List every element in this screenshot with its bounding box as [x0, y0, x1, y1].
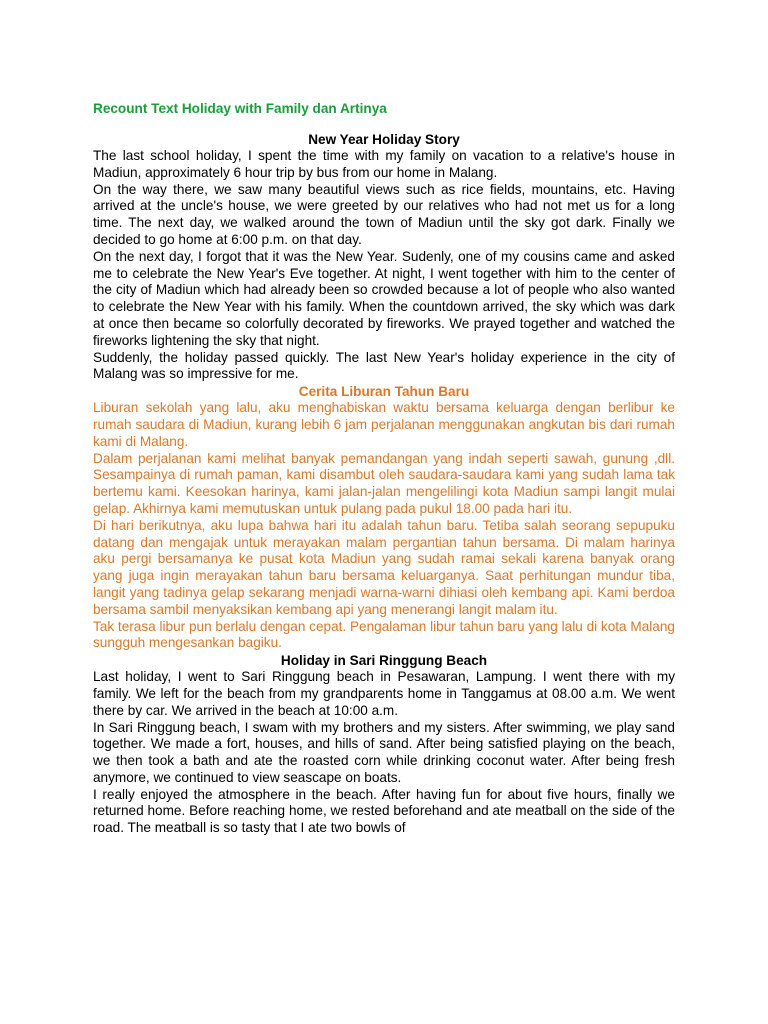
translation-heading: Cerita Liburan Tahun Baru	[298, 384, 470, 400]
story-heading: New Year Holiday Story	[308, 132, 460, 147]
translation-paragraph: Di hari berikutnya, aku lupa bahwa hari itu adalah tahun baru. Tetiba salah seorang sepupuku datang dan mengajak untuk merayakan malam pergantian tahun bersama. Di malam harinya aku pergi bersamanya ke pusat kota Madiun yang sudah ramai sekali karena banyak orang yang juga ingin merayakan tahun baru bersama keluarganya. Saat perhitungan mundur tiba, langit yang tadinya gelap sekarang menjadi warna-warni dihiasi oleh kembang api. Kami berdoa bersama sambil menyaksikan kembang api yang menerangi langit malam itu.	[93, 517, 675, 617]
translation-new-year	[93, 383, 675, 652]
story-sari-ringgung	[93, 652, 675, 837]
story-heading: Holiday in Sari Ringgung Beach	[280, 653, 488, 669]
document-title: Recount Text Holiday with Family dan Artinya	[93, 101, 387, 116]
document-page	[93, 100, 675, 837]
translation-paragraph: Liburan sekolah yang lalu, aku menghabiskan waktu bersama keluarga dengan berlibur ke rumah saudara di Madiun, kurang lebih 6 jam perjalanan menggunakan angkutan bis dari rumah kami di Malang.	[93, 400, 675, 449]
paragraph: Suddenly, the holiday passed quickly. The last New Year's holiday experience in the city of Malang was so impressive for me.	[93, 349, 675, 382]
paragraph: The last school holiday, I spent the time with my family on vacation to a relative's house in Madiun, approximately 6 hour trip by bus from our home in Malang.	[93, 148, 675, 180]
translation-paragraph: Tak terasa libur pun berlalu dengan cepat. Pengalaman libur tahun baru yang lalu di kota Malang sungguh mengesankan bagiku.	[93, 618, 675, 651]
paragraph: I really enjoyed the atmosphere in the beach. After having fun for about five hours, finally we returned home. Before reaching home, we rested beforehand and ate meatball on the side of the road. The meatball is so tasty that I ate two bowls of	[93, 786, 675, 836]
story-new-year	[93, 131, 675, 383]
translation-paragraph: Dalam perjalanan kami melihat banyak pemandangan yang indah seperti sawah, gunung ,dll. Sesampainya di rumah paman, kami disambut oleh saudara-saudara kami yang sudah lama tak bertemu kami. Keesokan harinya, kami jalan-jalan mengelilingi kota Madiun sampi langit mulai gelap. Akhirnya kami memutuskan untuk pulang pada pukul 18.00 pada hari itu.	[93, 450, 675, 516]
paragraph: Last holiday, I went to Sari Ringgung beach in Pesawaran, Lampung. I went there with my family. We left for the beach from my grandparents home in Tanggamus at 08.00 a.m. We went there by car. We arrived in the beach at 10:00 a.m.	[93, 669, 675, 718]
paragraph: On the way there, we saw many beautiful views such as rice fields, mountains, etc. Having arrived at the uncle's house, we were greeted by our relatives who had not met us for a long time. The next day, we walked around the town of Madiun until the sky got dark. Finally we decided to go home at 6:00 p.m. on that day.	[93, 181, 675, 247]
paragraph: On the next day, I forgot that it was the New Year. Sudenly, one of my cousins came and asked me to celebrate the New Year's Eve together. At night, I went together with him to the center of the city of Madiun which had already been so crowded because a lot of people who also wanted to celebrate the New Year with his family. When the countdown arrived, the sky which was dark at once then became so colorfully decorated by fireworks. We prayed together and watched the fireworks lightening the sky that night.	[93, 248, 675, 348]
paragraph: In Sari Ringgung beach, I swam with my brothers and my sisters. After swimming, we play sand together. We made a fort, houses, and hills of sand. After being satisfied playing on the beach, we then took a bath and ate the roasted corn while drinking coconut water. After being fresh anymore, we continued to view seascape on boats.	[93, 719, 675, 785]
